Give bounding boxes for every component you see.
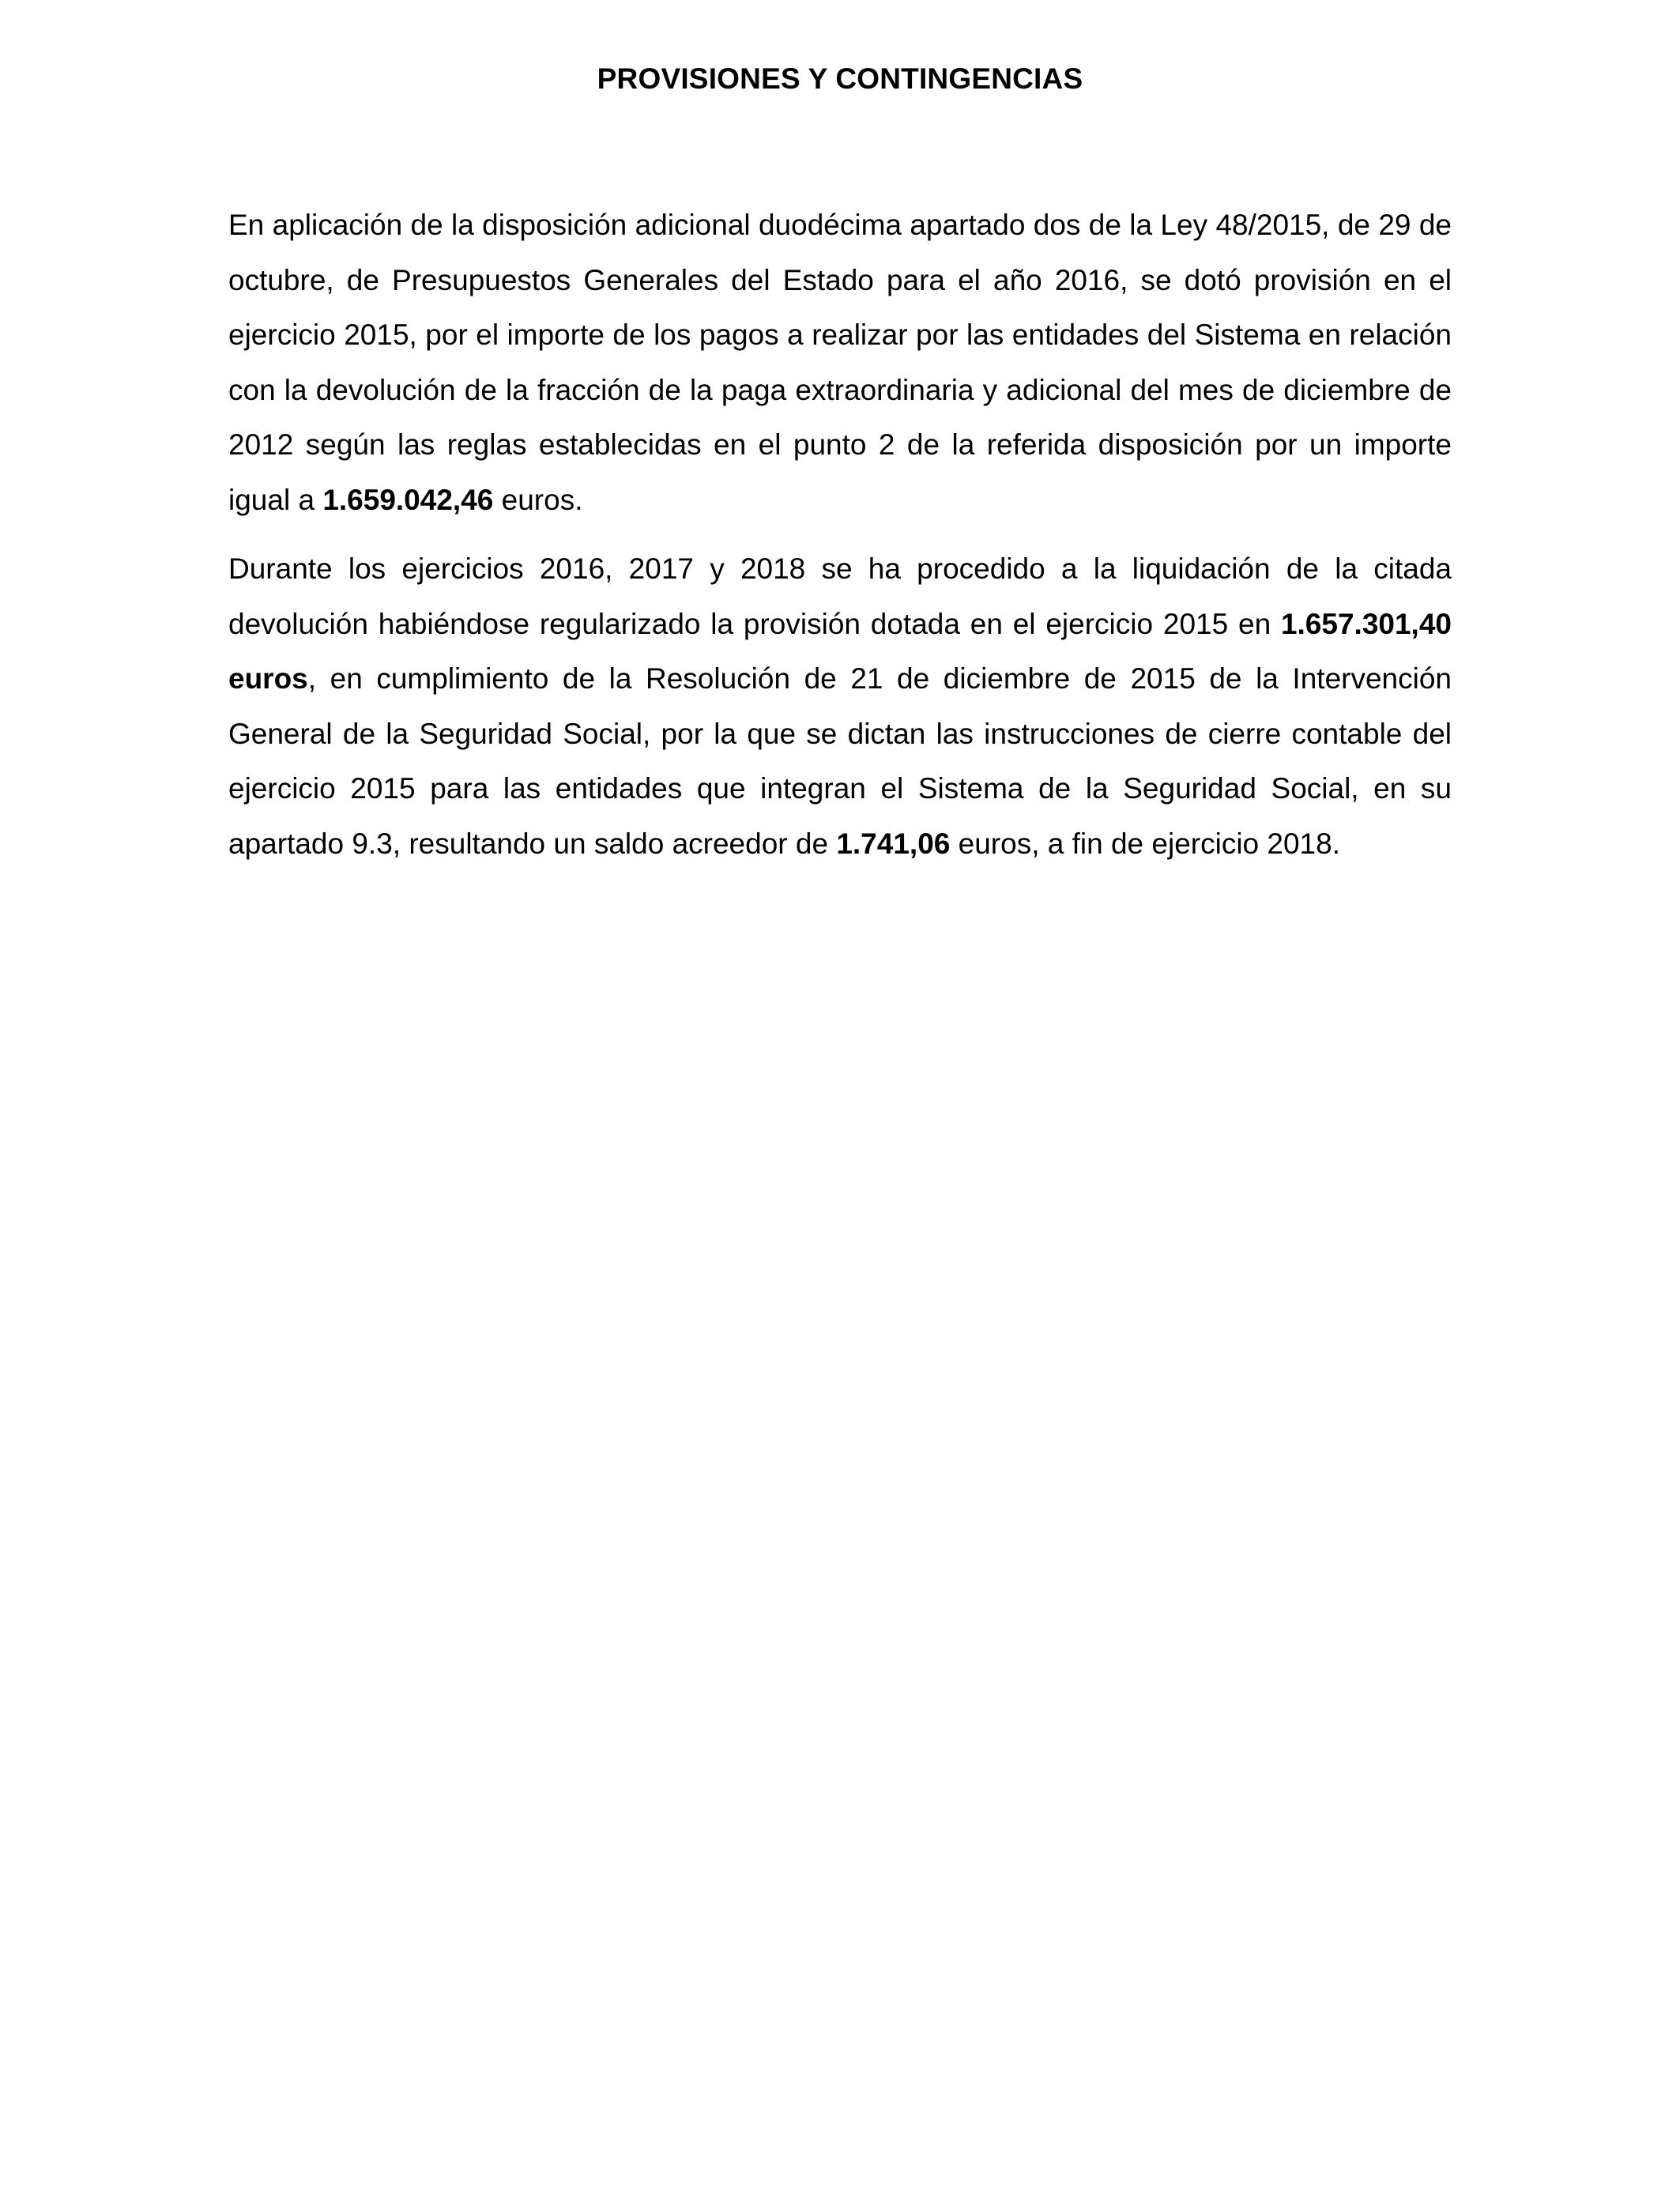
regularized-amount: 1.657.301,40 euros xyxy=(228,607,1452,695)
paragraph-liquidation-middle: , en cumplimiento de la Resolución de 21 de diciembre de 2015 de la Intervención General de la Seguridad Social, por la que se dictan las instrucciones de cierre contable del ejercicio 2015 para las entidades que integran el Sistema de la Seguridad Social, en su apartado 9.3, resultando un saldo acreedor de xyxy=(228,662,1452,860)
paragraph-provision-end: euros. xyxy=(493,483,583,516)
provision-amount: 1.659.042,46 xyxy=(322,483,494,516)
paragraph-provision xyxy=(228,198,1452,527)
paragraph-liquidation xyxy=(228,541,1452,871)
paragraph-liquidation-text: Durante los ejercicios 2016, 2017 y 2018 se ha procedido a la liquidación de la citada devolución habiéndose regularizado la provisión dotada en el ejercicio 2015 en xyxy=(228,552,1452,640)
paragraph-liquidation-end: euros, a fin de ejercicio 2018. xyxy=(950,827,1340,860)
document-body xyxy=(228,198,1452,871)
balance-amount: 1.741,06 xyxy=(836,827,951,860)
page-title: PROVISIONES Y CONTINGENCIAS xyxy=(597,62,1083,95)
paragraph-provision-text: En aplicación de la disposición adicional duodécima apartado dos de la Ley 48/2015, de 29 de octubre, de Presupuestos Generales del Estado para el año 2016, se dotó provisión en el ejercicio 2015, por el importe de los pagos a realizar por las entidades del Sistema en relación con la devolución de la fracción de la paga extraordinaria y adicional del mes de diciembre de 2012 según las reglas establecidas en el punto 2 de la referida disposición por un importe igual a xyxy=(228,209,1452,516)
